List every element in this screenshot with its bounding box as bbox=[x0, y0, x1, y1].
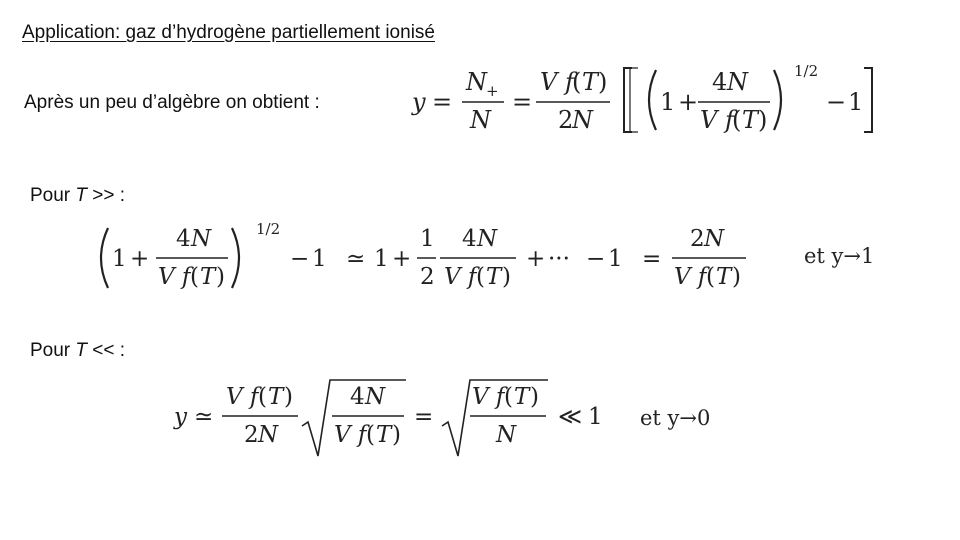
case-low-var: T bbox=[75, 340, 88, 361]
svg-text:1: 1 bbox=[420, 226, 435, 252]
svg-text:(: ( bbox=[706, 264, 715, 290]
svg-text:2: 2 bbox=[244, 422, 259, 448]
case-low-suffix: << : bbox=[87, 340, 126, 361]
svg-text:V f: V f bbox=[540, 68, 574, 96]
low-T-result: et y→0 bbox=[640, 406, 711, 430]
svg-text:N: N bbox=[466, 68, 487, 96]
svg-text:(: ( bbox=[366, 422, 375, 448]
intro-text: Après un peu d’algèbre on obtient : bbox=[24, 92, 320, 113]
svg-text:V f: V f bbox=[444, 264, 477, 290]
svg-text:(: ( bbox=[258, 384, 267, 410]
svg-text:1: 1 bbox=[848, 88, 864, 116]
case-low-prefix: Pour bbox=[30, 340, 76, 361]
svg-text:T: T bbox=[716, 264, 732, 290]
svg-text:−: − bbox=[290, 246, 310, 272]
svg-text:+: + bbox=[130, 246, 150, 272]
svg-text:N: N bbox=[727, 68, 748, 96]
svg-text:): ) bbox=[732, 264, 741, 290]
svg-text:(: ( bbox=[504, 384, 513, 410]
svg-text:N: N bbox=[191, 226, 212, 252]
svg-text:): ) bbox=[216, 264, 225, 290]
svg-text:1: 1 bbox=[312, 246, 327, 272]
svg-text:N: N bbox=[572, 106, 593, 134]
low-T-equation bbox=[174, 374, 614, 464]
svg-text:(: ( bbox=[572, 68, 582, 96]
svg-text:−: − bbox=[586, 246, 606, 272]
svg-text:···: ··· bbox=[548, 246, 570, 272]
svg-text:V f: V f bbox=[334, 422, 367, 448]
main-equation bbox=[412, 62, 882, 142]
svg-text:N: N bbox=[258, 422, 279, 448]
svg-text:=: = bbox=[414, 404, 434, 430]
svg-text:N: N bbox=[470, 106, 491, 134]
svg-text:1: 1 bbox=[374, 246, 389, 272]
svg-text:+: + bbox=[486, 82, 499, 100]
svg-text:(: ( bbox=[476, 264, 485, 290]
svg-text:T: T bbox=[486, 264, 502, 290]
case-low-label bbox=[30, 340, 125, 362]
slide-title: Application: gaz d’hydrogène partiellement ionisé bbox=[22, 22, 435, 43]
case-high-var: T bbox=[75, 185, 88, 206]
svg-text:4: 4 bbox=[176, 226, 191, 252]
svg-text:4: 4 bbox=[462, 226, 477, 252]
svg-text:−: − bbox=[826, 88, 847, 116]
svg-text:1: 1 bbox=[112, 246, 127, 272]
case-high-suffix: >> : bbox=[87, 185, 126, 206]
svg-text:y: y bbox=[174, 404, 187, 430]
svg-text:V f: V f bbox=[226, 384, 259, 410]
svg-text:2: 2 bbox=[690, 226, 705, 252]
svg-text:2: 2 bbox=[420, 264, 435, 290]
svg-text:T: T bbox=[200, 264, 216, 290]
svg-text:=: = bbox=[432, 88, 453, 116]
svg-text:1/2: 1/2 bbox=[256, 220, 281, 238]
high-T-equation bbox=[96, 216, 756, 296]
svg-text:T: T bbox=[742, 106, 759, 134]
svg-text:V f: V f bbox=[674, 264, 707, 290]
case-high-prefix: Pour bbox=[30, 185, 76, 206]
svg-text:+: + bbox=[526, 246, 546, 272]
svg-text:): ) bbox=[758, 106, 768, 134]
svg-text:T: T bbox=[376, 422, 392, 448]
svg-text:): ) bbox=[530, 384, 539, 410]
svg-text:N: N bbox=[704, 226, 725, 252]
svg-text:=: = bbox=[642, 246, 662, 272]
svg-text:N: N bbox=[496, 422, 517, 448]
svg-text:y: y bbox=[412, 88, 426, 116]
svg-text:=: = bbox=[512, 88, 533, 116]
svg-text:2: 2 bbox=[558, 106, 574, 134]
svg-text:V f: V f bbox=[158, 264, 191, 290]
svg-text:1: 1 bbox=[588, 404, 603, 430]
svg-text:1/2: 1/2 bbox=[794, 62, 819, 80]
high-T-result: et y→1 bbox=[804, 244, 875, 268]
svg-text:N: N bbox=[365, 384, 386, 410]
svg-text:4: 4 bbox=[350, 384, 365, 410]
case-high-label bbox=[30, 185, 125, 207]
svg-text:): ) bbox=[598, 68, 608, 96]
svg-text:): ) bbox=[502, 264, 511, 290]
svg-text:1: 1 bbox=[660, 88, 676, 116]
svg-text:≪: ≪ bbox=[558, 404, 583, 430]
svg-text:): ) bbox=[284, 384, 293, 410]
svg-text:N: N bbox=[477, 226, 498, 252]
svg-text:V f: V f bbox=[700, 106, 734, 134]
svg-text:V f: V f bbox=[472, 384, 505, 410]
svg-text:1: 1 bbox=[608, 246, 623, 272]
svg-text:+: + bbox=[392, 246, 412, 272]
svg-text:): ) bbox=[392, 422, 401, 448]
svg-text:T: T bbox=[582, 68, 599, 96]
svg-text:(: ( bbox=[732, 106, 742, 134]
svg-text:(: ( bbox=[190, 264, 199, 290]
svg-text:T: T bbox=[268, 384, 284, 410]
svg-text:+: + bbox=[678, 88, 699, 116]
svg-text:T: T bbox=[514, 384, 530, 410]
svg-text:≃: ≃ bbox=[346, 246, 366, 272]
svg-text:4: 4 bbox=[712, 68, 728, 96]
svg-text:≃: ≃ bbox=[194, 404, 214, 430]
